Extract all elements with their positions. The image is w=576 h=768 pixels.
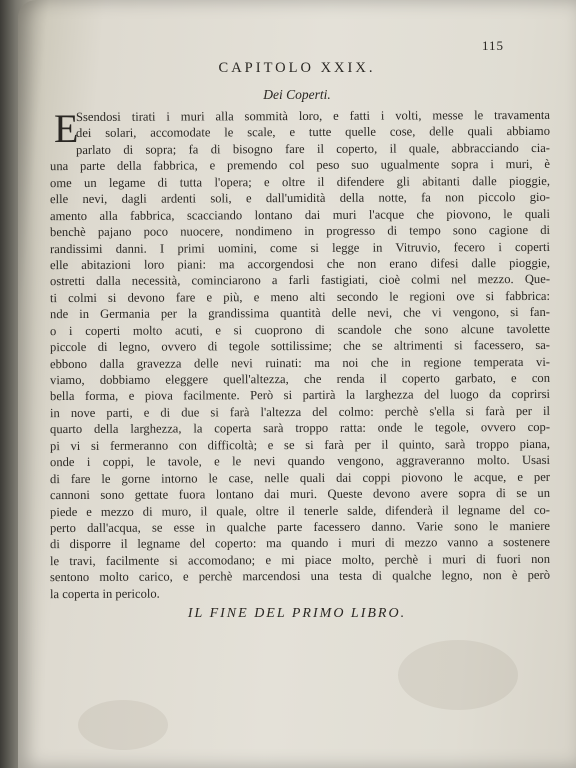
text-line: randissimi danni. I primi uomini, come si legge in Vitruvio, fecero i coperti [49,239,551,256]
text-line: elle abitazioni loro piani: ma accorgendosi che non erano difesi dalle pioggie, [49,255,551,273]
text-line: la coperta in pericolo. [49,586,160,601]
text-line: ostretti dalla necessità, cominciarono a farli fastigiati, cioè colmi nel mezzo. Que- [49,272,551,289]
paper-stain [78,700,168,750]
text-line: di fare le gorne intorno le case, nelle quali dai coppi piovono le acque, e per [49,469,551,486]
text-line: piede e mezzo di muro, il quale, oltre il tenerle salde, difenderà il legname del co- [49,502,551,519]
text-line: perto dall'acqua, se esse in qualche parte facessero danno. Varie sono le maniere [49,518,551,536]
text-line: dei solari, accomodate le scale, e tutte quelle cose, delle quali abbiamo [75,124,551,141]
page-number: 115 [481,38,504,53]
text-line: ti colmi si devono fare e più, e meno alti secondo le regioni ove si fabbrica: [49,288,551,305]
text-line: sentono molto carico, e perchè marcendosi una testa di qualche legno, non è però [49,568,551,585]
text-line: bella forma, e piova facilmente. Però si partirà la larghezza del luogo da coprirsi [49,387,551,404]
chapter-title: CAPITOLO XXIX. [218,60,376,76]
text-line: amento alla fabbrica, scacciando lontano dai muri l'acque che piovono, le quali [49,206,551,223]
chapter-subtitle: Dei Coperti. [263,87,331,102]
text-line: in nove parti, e di due si farà l'altezza del colmo: perchè s'ella si farà per il [49,403,551,420]
text-line: le travi, facilmente si accomodano; e mi piace molto, perchè i muri di fuori non [49,551,551,568]
drop-cap: E [54,106,79,151]
text-line: benchè pajano poco nuocere, nondimeno in progresso di tempo sono cagione di [49,222,551,240]
book-page [18,0,576,768]
end-note: IL FINE DEL PRIMO LIBRO. [187,606,407,621]
text-line: nde in Germania per la grandissima quantità delle nevi, che vi vengono, si fan- [49,305,551,322]
text-line: una parte della fabbrica, e premendo col peso suo ugualmente sopra i muri, è [49,157,551,174]
text-line: quarto della larghezza, la coperta sarà troppo ratta: onde le tegole, ovvero cop- [49,420,551,437]
text-line: onde i coppi, le tavole, e le nevi quando vengono, aggraveranno molto. Usasi [49,453,551,470]
text-line: Ssendosi tirati i muri alla sommità loro, e fatti i volti, messe le travamenta [75,107,551,124]
text-line: ome un legame di tutta l'opera; e oltre il difendere gli abitanti dalle pioggie, [49,173,551,190]
text-line: di disporre il legname del coperto: ma quando i muri di mezzo vanno a sostenere [49,535,551,552]
paper-stain [398,640,518,710]
body-text [50,108,550,601]
text-line: cannoni sono gettate fuora lontano dai muri. Queste devono avere sopra di se un [49,485,551,503]
text-line: elle nevi, dagli ardenti soli, e dall'umidità della notte, fa non piccolo gio- [49,190,551,207]
text-line: ebbono dalla gravezza delle nevi ruinati: ma noi che in regione temperata vi- [49,354,551,371]
text-line: pi vi si fermeranno con difficoltà; e se si farà per il quinto, sarà troppo piana, [49,436,551,453]
text-line: viamo, dobbiamo eleggere quell'altezza, che renda il coperto garbato, e con [49,370,551,388]
text-line: piccole di legno, ovvero di tegole sottilissime; che se altrimenti si facessero, sa- [49,338,551,355]
text-line: parlato di sopra; fa di bisogno fare il coperto, il quale, abbracciando cia- [75,140,551,157]
text-line: o i coperti molto acuti, e si cuoprono di scandole che sono alcune tavolette [49,321,551,338]
